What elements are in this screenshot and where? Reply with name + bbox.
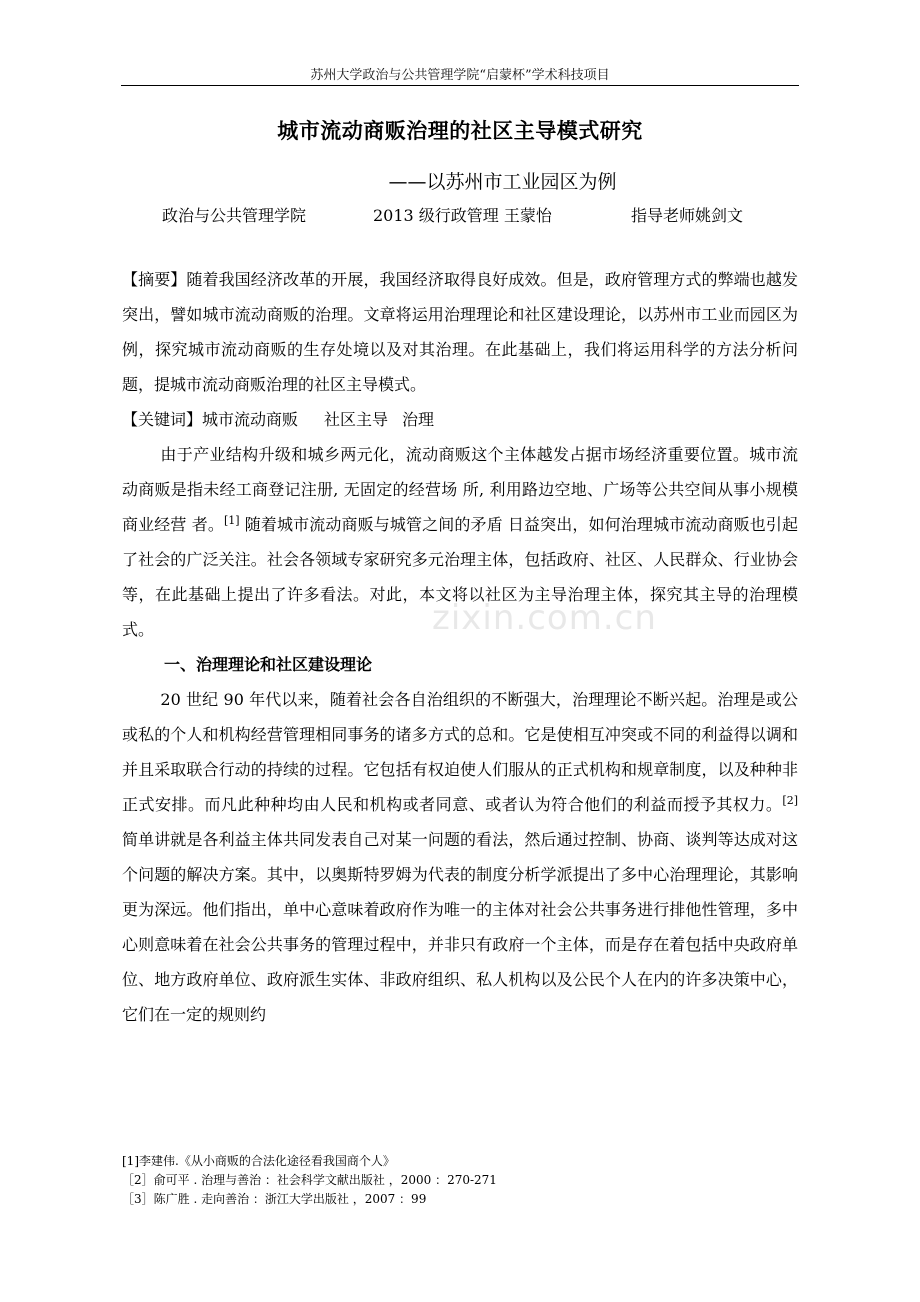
section-text: 20 世纪 90 年代以来，随着社会各自治组织的不断强大，治理理论不断兴起。治理是或公或私的个人和机构经营管理相同事务的诸多方式的总和。它是使相互冲突或不同的利益得以调和并且采取联合行动的持续的过程。它包括有权迫使人们服从的正式机构和规章制度，以及种种非正式安排。而凡此种种均由人民和机构或者同意、或者认为符合他们的利益而授予其权力。 (122, 690, 798, 814)
footnote-item: [1]李建伟.《从小商贩的合法化途径看我国商个人》 (122, 1154, 395, 1168)
keyword: 治理 (402, 410, 435, 429)
citation-ref: [2] (782, 794, 798, 807)
citation-ref: [1] (223, 514, 240, 527)
abstract-text: 随着我国经济改革的开展，我国经济取得良好成效。但是，政府管理方式的弊端也越发突出，譬如城市流动商贩的治理。文章将运用治理理论和社区建设理论，以苏州市工业而园区为例，探究城市流动商贩的生存处境以及对其治理。在此基础上，我们将运用科学的方法分析问题，提城市流动商贩治理的社区主导模式。 (122, 270, 798, 394)
intro-paragraph (122, 437, 798, 647)
keyword: 社区主导 (324, 410, 389, 429)
footnotes (122, 1152, 497, 1209)
section-text: 简单讲就是各利益主体共同发表自己对某一问题的看法，然后通过控制、协商、谈判等达成对这个问题的解决方案。其中，以奥斯特罗姆为代表的制度分析学派提出了多中心治理理论，其影响更为深远。他们指出，单中心意味着政府作为唯一的主体对社会公共事务进行排他性管理，多中心则意味着在社会公共事务的管理过程中，并非只有政府一个主体，而是存在着包括中央政府单位、地方政府单位、政府派生实体、非政府组织、私人机构以及公民个人在内的许多决策中心，它们在一定的规则约 (122, 795, 819, 1024)
footnote-item: ［3］陈广胜 . 走向善治 ：浙江大学出版社 ，2007 ：99 (122, 1192, 427, 1206)
author-class-name: 2013 级行政管理 王蒙怡 (373, 206, 552, 225)
watermark: zixin.com.cn (432, 598, 657, 638)
abstract-paragraph (122, 262, 798, 402)
paper-title: 城市流动商贩治理的社区主导模式研究 (277, 119, 643, 143)
intro-text: 由于产业结构升级和城乡两元化，流动商贩这个主体越发占据市场经济重要位置。城市流动商贩是指未经工商登记注册, 无固定的经营场 所, 利用路边空地、广场等公共空间从事小规模商业经营 者。 (122, 445, 798, 534)
footnote-item: ［2］俞可平 . 治理与善治 ：社会科学文献出版社 ，2000 ：270-271 (122, 1173, 497, 1187)
keywords-label: 【关键词】 (122, 410, 203, 429)
section-heading: 一、治理理论和社区建设理论 (164, 655, 373, 674)
body-text (122, 262, 819, 1032)
running-header: 苏州大学政治与公共管理学院“启蒙杯”学术科技项目 (310, 68, 610, 83)
section-paragraph (122, 682, 819, 1032)
author-school: 政治与公共管理学院 (162, 206, 307, 225)
paper-subtitle: ——以苏州市工业园区为例 (388, 171, 617, 193)
keywords-paragraph (122, 402, 798, 437)
keyword: 城市流动商贩 (202, 410, 299, 429)
intro-text: 随着城市流动商贩与城管之间的矛盾 日益突出，如何治理城市流动商贩也引起了社会的广泛关注。社会各领域专家研究多元治理主体，包括政府、社区、人民群众、行业协会等，在此基础上提出了许多看法。对此，本文将以社区为主导治理主体，探究其主导的治理模式。 (122, 515, 798, 639)
header-divider (121, 85, 799, 86)
author-advisor: 指导老师姚剑文 (631, 206, 744, 225)
abstract-label: 【摘要】 (122, 270, 187, 289)
